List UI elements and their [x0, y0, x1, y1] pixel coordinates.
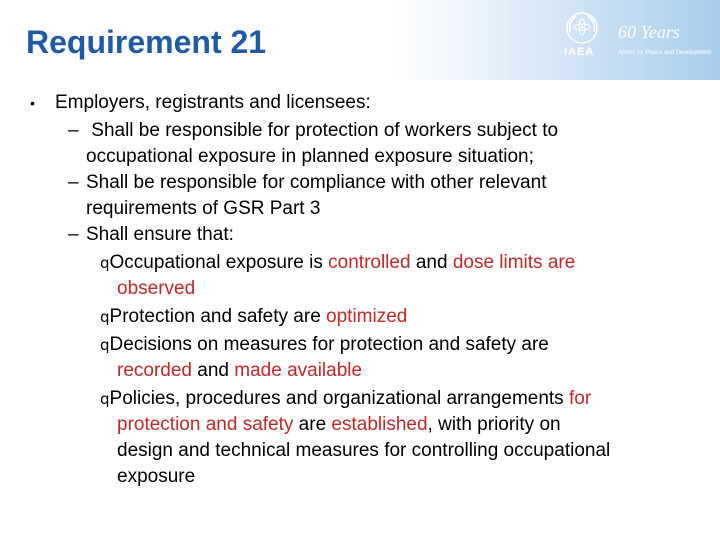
slide-title: Requirement 21 — [26, 24, 267, 60]
item-4-text-c: protection and safety — [117, 414, 294, 435]
item-1-text-c: and — [410, 252, 453, 273]
item-1-text-a: Occupational exposure is — [109, 252, 329, 273]
sub-bullet-2-line-1: Shall be responsible for compliance with other relevant — [86, 172, 547, 193]
box-bullet-icon: q — [100, 254, 110, 272]
sub-bullet-3: Shall ensure that: — [86, 224, 234, 245]
logo-years: 60 Years — [618, 22, 680, 42]
box-bullet-icon: q — [100, 336, 110, 354]
item-2-text-b: optimized — [326, 306, 408, 327]
item-3-text-d: made available — [234, 360, 363, 381]
item-3-text-b: recorded — [117, 360, 192, 381]
item-2-text-a: Protection and safety are — [109, 306, 327, 327]
logo-org-name: IAEA — [564, 46, 595, 58]
item-4-line-3: design and technical measures for controlling occupational — [117, 440, 611, 461]
box-bullet-icon: q — [100, 390, 110, 408]
box-bullet-icon: q — [100, 308, 110, 326]
item-3-text-a: Decisions on measures for protection and safety are — [109, 334, 549, 355]
item-4-text-d: are — [293, 414, 332, 435]
sub-bullet-1-line-1: Shall be responsible for protection of workers subject to — [86, 120, 559, 141]
sub-bullet-2-line-2: requirements of GSR Part 3 — [86, 198, 321, 219]
item-3-line-2 — [117, 358, 362, 384]
iaea-logo — [560, 8, 710, 60]
item-4-line-2 — [117, 412, 561, 438]
item-4-text-f: , with priority on — [427, 414, 561, 435]
checklist-item-3 — [100, 332, 549, 358]
checklist-item-4 — [100, 386, 591, 412]
checklist-item-1 — [100, 250, 575, 276]
item-4-text-b: for — [568, 388, 592, 409]
item-4-text-a: Policies, procedures and organizational arrangements — [109, 388, 569, 409]
item-3-text-c: and — [192, 360, 235, 381]
checklist-item-2 — [100, 304, 407, 330]
logo-tagline: Atoms for Peace and Development — [618, 50, 712, 56]
iaea-emblem-icon — [564, 10, 600, 46]
item-4-text-e: established — [331, 414, 428, 435]
main-bullet-text: Employers, registrants and licensees: — [55, 92, 371, 113]
dash-symbol: – — [68, 224, 79, 245]
item-1-text-e: observed — [117, 278, 196, 299]
item-1-text-b: controlled — [328, 252, 411, 273]
sub-bullet-1-line-2: occupational exposure in planned exposure situation; — [86, 146, 534, 167]
dash-symbol: – — [68, 120, 79, 141]
main-bullet — [30, 90, 35, 116]
item-1-text-d: dose limits are — [452, 252, 576, 273]
dash-symbol: – — [68, 172, 79, 193]
item-4-line-4: exposure — [117, 466, 196, 487]
bullet-symbol: • — [30, 95, 35, 111]
